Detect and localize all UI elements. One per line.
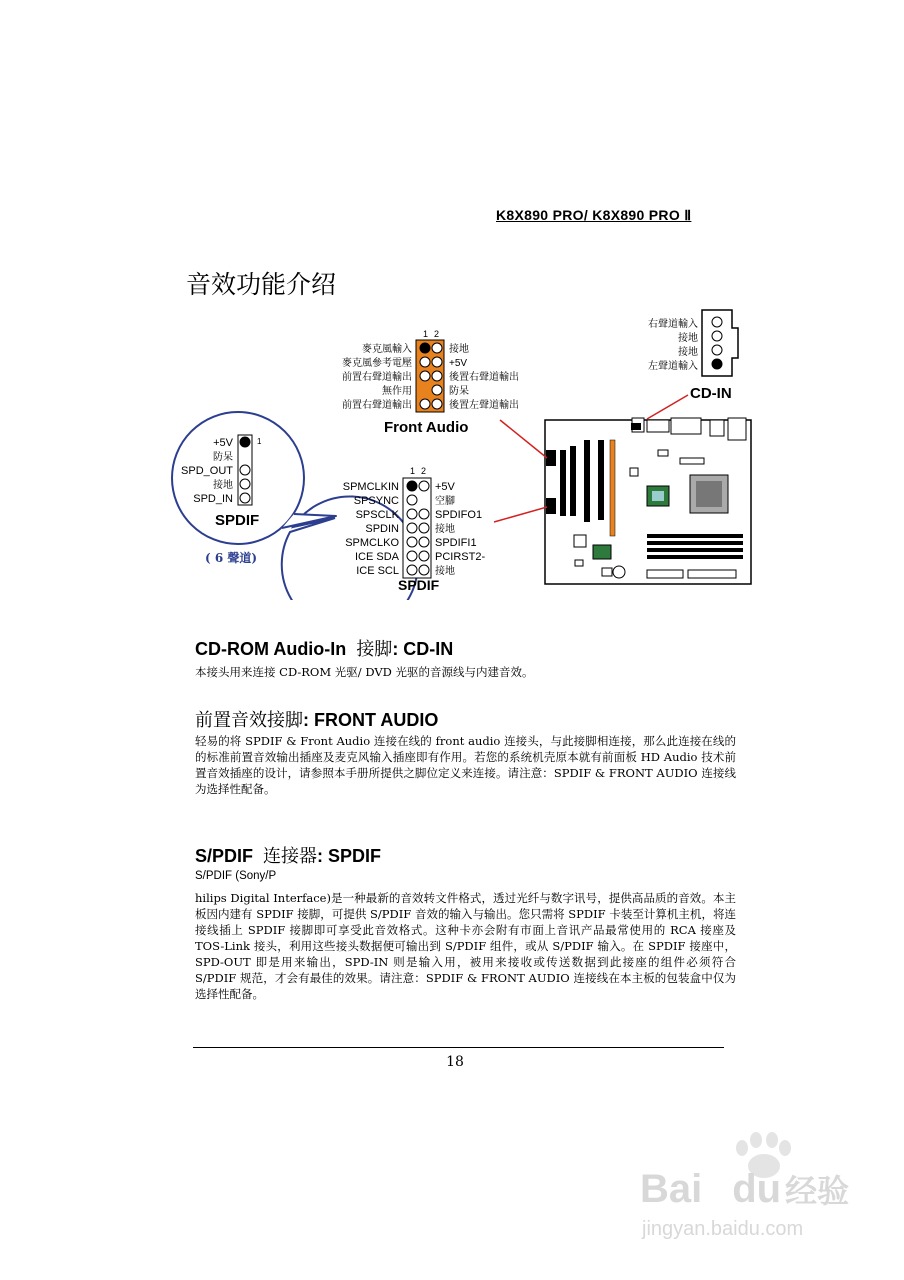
front-audio-right-pin-5: 後置左聲道輸出: [449, 400, 519, 411]
front-audio-title: Front Audio: [384, 419, 469, 436]
spdif-6ch-pin-number: 1: [257, 437, 262, 446]
section-spdif-heading-en: S/PDIF: [195, 846, 254, 866]
spdif-header-title: SPDIF: [398, 577, 440, 593]
section-cdin-heading-cn: 接脚: [356, 639, 393, 660]
spdif-header-right-pin-5: SPDIFI1: [435, 537, 477, 549]
watermark-brand-b: du: [732, 1167, 782, 1211]
cdin-title: CD-IN: [690, 385, 732, 402]
front-audio-left-pin-1: 麥克風輸入: [362, 344, 412, 355]
front-audio-col-1: 1: [423, 329, 429, 339]
spdif-6ch-pin-4: 接地: [213, 480, 233, 491]
spdif-header-col-1: 1: [410, 466, 416, 476]
spdif-header-right-pin-1: +5V: [435, 481, 455, 493]
cdin-pin-4: 左聲道輸入: [648, 361, 698, 372]
spdif-header-right-pin-2: 空腳: [435, 496, 455, 507]
spdif-header-col-2: 2: [421, 466, 427, 476]
spdif-6ch-pin-3: SPD_OUT: [181, 465, 233, 477]
section-front-audio-heading-cn: 前置音效接脚: [195, 710, 303, 731]
spdif-header-left-pin-5: SPMCLKO: [345, 537, 399, 549]
spdif-header-right-pin-3: SPDIFO1: [435, 509, 483, 521]
watermark-brand-a: Bai: [640, 1167, 703, 1211]
header-model: K8X890 PRO/ K8X890 PRO Ⅱ: [496, 207, 692, 223]
front-audio-col-2: 2: [434, 329, 440, 339]
spdif-header-right-pin-6: PCIRST2-: [435, 551, 486, 563]
spdif-header-left-pin-7: ICE SCL: [356, 565, 399, 577]
section-spdif-heading-en2: : SPDIF: [317, 846, 382, 866]
section-front-audio-heading: [195, 706, 438, 732]
front-audio-left-pin-3: 前置右聲道輸出: [342, 372, 412, 383]
front-audio-right-pin-2: +5V: [449, 358, 468, 369]
spdif-header-left-pin-4: SPDIN: [365, 523, 399, 535]
spdif-header-left-pin-1: SPMCLKIN: [342, 481, 399, 493]
spdif-6ch-pin-5: SPD_IN: [193, 493, 233, 505]
spdif-header-right-pin-4: 接地: [435, 524, 455, 535]
spdif-6ch-title: SPDIF: [215, 512, 260, 529]
cdin-connector: [648, 310, 738, 402]
spdif-header-right-pin-7: 接地: [435, 566, 455, 577]
page-title: 音效功能介绍: [186, 270, 337, 299]
section-spdif-heading: [195, 842, 381, 868]
spdif-6ch-note: ( 6 聲道): [205, 551, 258, 565]
section-cdin-heading-en: CD-ROM Audio-In: [195, 639, 347, 659]
spdif-header-left-pin-2: SPSYNC: [353, 495, 399, 507]
cdin-pin-2: 接地: [678, 333, 698, 344]
front-audio-right-pin-3: 後置右聲道輸出: [449, 372, 519, 383]
section-front-audio-paragraph: 轻易的将 SPDIF & Front Audio 连接在线的 front audio 连接头，与此接脚相连接，那么此连接在线的的标准前置音效输出插座及麦克风输入插座即有作用。若您的系统机壳原本就有前面板 HD Audio 技术前置音效插座的设计，请参照本手册所提供之脚位定义来连接。请注意：SPDIF & FRONT AUDIO 连接线为选择性配备。: [195, 734, 736, 796]
section-cdin-heading-en2: : CD-IN: [392, 639, 454, 659]
front-audio-connector: [342, 329, 519, 436]
spdif-header-left-pin-6: ICE SDA: [354, 551, 399, 563]
spdif-header-left-pin-3: SPSCLK: [355, 509, 399, 521]
section-cdin-heading: [195, 635, 453, 661]
spdif-header-connector: [343, 466, 486, 593]
watermark-url: jingyan.baidu.com: [642, 1218, 804, 1240]
cdin-pin-3: 接地: [678, 347, 698, 358]
front-audio-right-pin-4: 防呆: [449, 386, 469, 397]
front-audio-left-pin-2: 麥克風參考電壓: [342, 358, 412, 369]
audio-connectors-diagram: [150, 300, 770, 600]
front-audio-left-pin-4: 無作用: [382, 386, 412, 397]
spdif-6ch-pin-1: +5V: [213, 437, 233, 449]
motherboard-illustration: [545, 418, 751, 584]
section-spdif-heading-cn: 连接器: [263, 846, 318, 867]
page-number: 18: [446, 1054, 464, 1070]
footer-rule: [193, 1047, 724, 1048]
spdif-6ch-pin-2: 防呆: [213, 452, 233, 463]
section-cdin-paragraph: 本接头用来连接 CD-ROM 光驱/ DVD 光驱的音源线与内建音效。: [195, 665, 534, 679]
section-front-audio-heading-en2: : FRONT AUDIO: [303, 710, 439, 730]
front-audio-left-pin-5: 前置右聲道輸出: [342, 400, 412, 411]
cdin-pin-1: 右聲道輸入: [648, 319, 698, 330]
section-spdif-paragraph: hilips Digital Interface)是一种最新的音效转文件格式，透过光纤与数字讯号，提供高品质的音效。本主板因内建有 SPDIF 接脚，可提供 S/PDIF 音效的输入与输出。您只需将 SPDIF 卡装至计算机主机，将连接线插上 SPDIF 接脚即可享受此音效格式。这种卡亦会附有市面上音讯产品最常使用的 RCA 接座及 TOS-Link 接头，利用这些接头数据便可输出到 S/PDIF 组件，或从 S/PDIF 输入。在 SPDIF 接座中，SPD-OUT 即是用来输出，SPD-IN 则是输入用，被用来接收或传送数据到此接座的组件必须符合 S/PDIF 规范，才会有最佳的效果。请注意：SPDIF & FRONT AUDIO 连接线在本主板的包装盒中仅为选择性配备。: [195, 891, 736, 1001]
section-spdif-subline: S/PDIF (Sony/P: [195, 870, 277, 882]
watermark-brand-cn: 经验: [785, 1172, 850, 1210]
front-audio-right-pin-1: 接地: [449, 344, 469, 355]
